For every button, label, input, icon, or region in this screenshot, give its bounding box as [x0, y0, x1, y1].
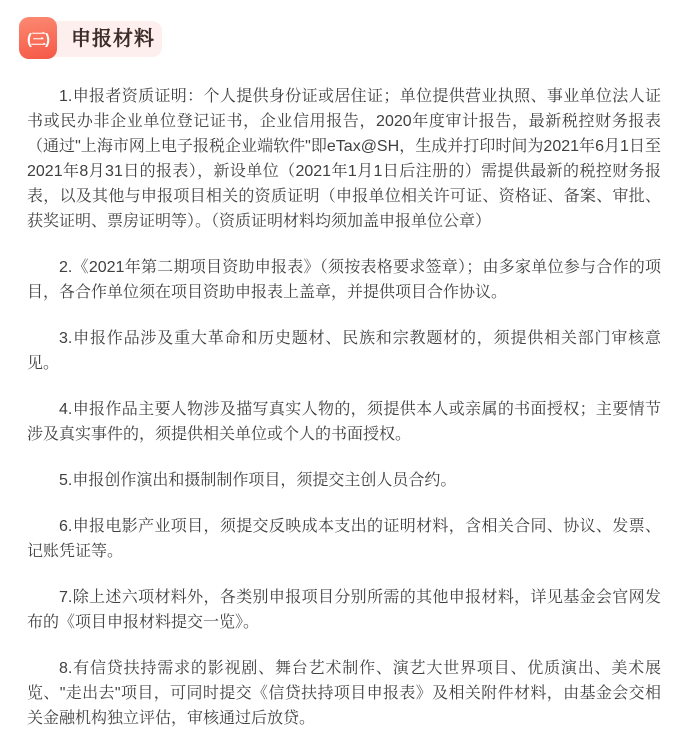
- paragraph-3: 3.申报作品涉及重大革命和历史题材、民族和宗教题材的，须提供相关部门审核意见。: [27, 330, 661, 372]
- section-header: [0, 0, 688, 59]
- article-body: [0, 59, 688, 731]
- paragraph-5: 5.申报创作演出和摄制制作项目，须提交主创人员合约。: [59, 472, 457, 489]
- paragraph-6: 6.申报电影产业项目，须提交反映成本支出的证明材料，含相关合同、协议、发票、记账凭证等。: [27, 518, 661, 560]
- section-title: 申报材料: [71, 28, 155, 50]
- paragraph-4: 4.申报作品主要人物涉及描写真实人物的，须提供本人或亲属的书面授权；主要情节涉及真实事件的，须提供相关单位或个人的书面授权。: [27, 401, 661, 443]
- section-number-label: (三): [27, 30, 49, 48]
- paragraph-8: 8.有信贷扶持需求的影视剧、舞台艺术制作、演艺大世界项目、优质演出、美术展览、"走出去"项目，可同时提交《信贷扶持项目申报表》及相关附件材料，由基金会交相关金融机构独立评估，审核通过后放贷。: [27, 660, 661, 727]
- section-number-badge: [19, 17, 57, 59]
- paragraph-2: 2.《2021年第二期项目资助申报表》（须按表格要求签章）；由多家单位参与合作的项目，各合作单位须在项目资助申报表上盖章，并提供项目合作协议。: [27, 259, 661, 301]
- paragraph-1: 1.申报者资质证明：个人提供身份证或居住证；单位提供营业执照、事业单位法人证书或民办非企业单位登记证书，企业信用报告，2020年度审计报告，最新税控财务报表（通过"上海市网上电子报税企业端软件"即eTax@SH，生成并打印时间为2021年6月1日至2021年8月31日的报表），新设单位（2021年1月1日后注册的）需提供最新的税控财务报表，以及其他与申报项目相关的资质证明（申报单位相关许可证、资格证、备案、审批、获奖证明、票房证明等）。（资质证明材料均须加盖申报单位公章）: [27, 88, 661, 230]
- paragraph-7: 7.除上述六项材料外，各类别申报项目分别所需的其他申报材料，详见基金会官网发布的《项目申报材料提交一览》。: [27, 589, 661, 631]
